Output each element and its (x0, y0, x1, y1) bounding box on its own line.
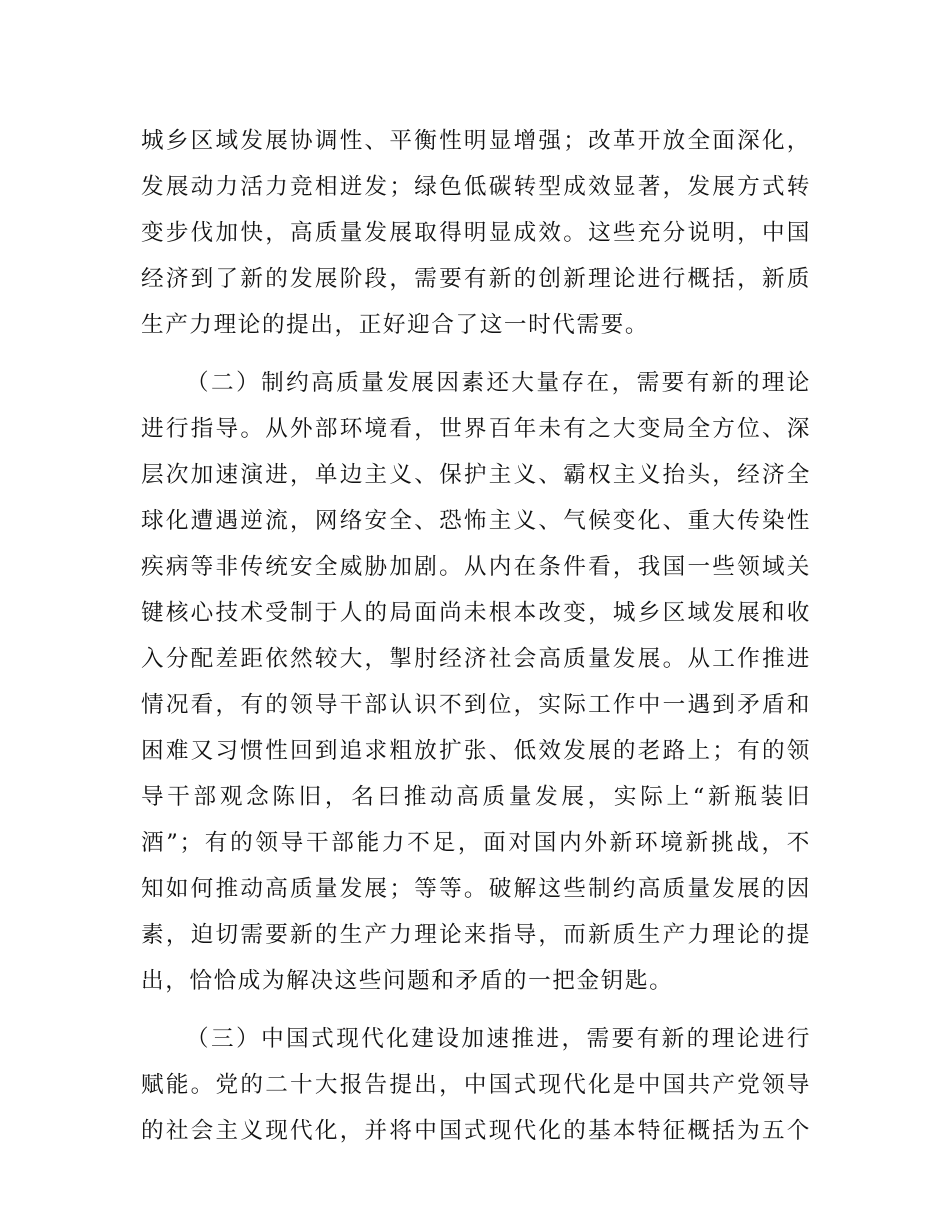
text-line: 困难又习惯性回到追求粗放扩张、低效发展的老路上；有的领 (141, 738, 811, 764)
paragraph-gap (141, 348, 811, 360)
text-line: 层次加速演进，单边主义、保护主义、霸权主义抬头，经济全 (141, 462, 811, 488)
text-line: 酒”；有的领导干部能力不足，面对国内外新环境新挑战，不 (141, 830, 811, 856)
paragraph-3 (141, 1016, 811, 1154)
text-line: 进行指导。从外部环境看，世界百年未有之大变局全方位、深 (141, 416, 811, 442)
paragraph-2 (141, 360, 811, 1004)
text-line: 发展动力活力竞相迸发；绿色低碳转型成效显著，发展方式转 (141, 174, 811, 200)
text-line: 赋能。党的二十大报告提出，中国式现代化是中国共产党领导 (141, 1072, 811, 1098)
text-line: 导干部观念陈旧，名曰推动高质量发展，实际上“新瓶装旧 (141, 784, 811, 810)
paragraph-1 (141, 118, 811, 348)
text-line: 生产力理论的提出，正好迎合了这一时代需要。 (141, 312, 650, 338)
text-line: 球化遭遇逆流，网络安全、恐怖主义、气候变化、重大传染性 (141, 508, 811, 534)
text-line: 经济到了新的发展阶段，需要有新的创新理论进行概括，新质 (141, 266, 811, 292)
text-line: 城乡区域发展协调性、平衡性明显增强；改革开放全面深化， (141, 128, 811, 154)
body-text (141, 118, 811, 1154)
paragraph-gap (141, 1004, 811, 1016)
text-line: 情况看，有的领导干部认识不到位，实际工作中一遇到矛盾和 (141, 692, 811, 718)
text-line: 的社会主义现代化，并将中国式现代化的基本特征概括为五个 (141, 1118, 811, 1144)
text-line: 键核心技术受制于人的局面尚未根本改变，城乡区域发展和收 (141, 600, 811, 626)
text-line: 疾病等非传统安全威胁加剧。从内在条件看，我国一些领域关 (141, 554, 811, 580)
text-line: 出，恰恰成为解决这些问题和矛盾的一把金钥匙。 (141, 968, 674, 994)
text-line: 入分配差距依然较大，掣肘经济社会高质量发展。从工作推进 (141, 646, 811, 672)
text-line: 知如何推动高质量发展；等等。破解这些制约高质量发展的因 (141, 876, 811, 902)
text-line: （二）制约高质量发展因素还大量存在，需要有新的理论 (186, 370, 811, 396)
text-line: 素，迫切需要新的生产力理论来指导，而新质生产力理论的提 (141, 922, 811, 948)
text-line: 变步伐加快，高质量发展取得明显成效。这些充分说明，中国 (141, 220, 811, 246)
text-line: （三）中国式现代化建设加速推进，需要有新的理论进行 (186, 1026, 811, 1052)
